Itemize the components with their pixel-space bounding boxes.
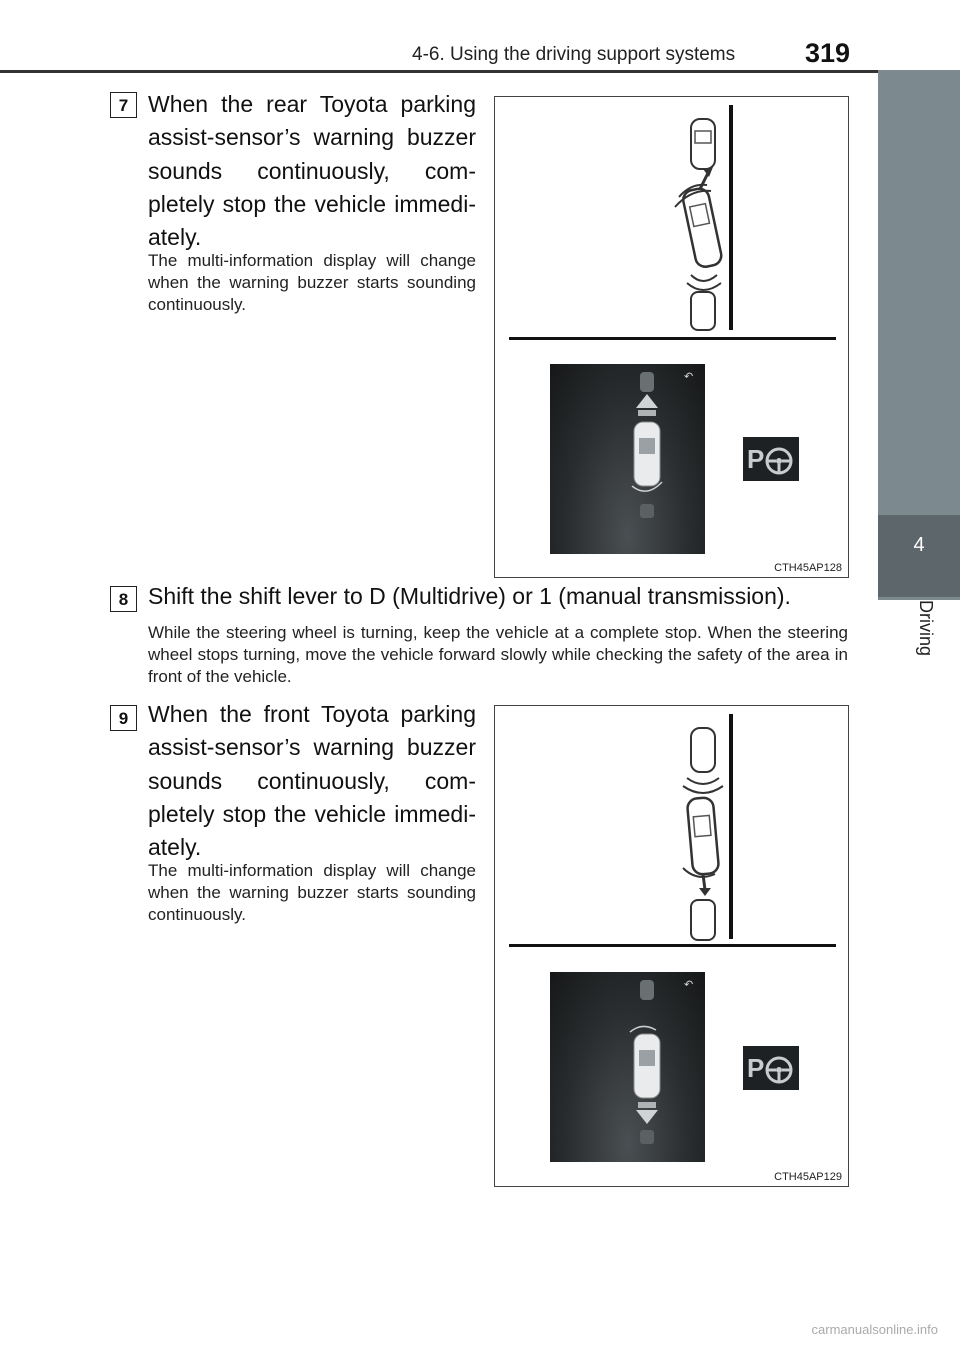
- figure-code: CTH45AP129: [774, 1171, 842, 1183]
- svg-text:P: P: [747, 444, 765, 474]
- page-number: 319: [805, 38, 851, 68]
- step-9-text: When the front Toyota parking assist-sensor’s warning buzzer sounds continuously, com-pletely stop the vehicle immedi-ately.: [148, 701, 476, 861]
- figure-divider: [509, 944, 836, 947]
- step-number-8: 8: [110, 586, 137, 612]
- step-8-note: While the steering wheel is turning, keep the vehicle at a complete stop. When the steering wheel stops turning, move the vehicle forward slowly while checking the safety of the area in front of the vehicle.: [148, 623, 848, 687]
- multi-info-display: [550, 972, 705, 1162]
- step-number-9: 9: [110, 705, 137, 731]
- display-car-graphic: [550, 972, 705, 1162]
- parking-diagram-rear: [495, 97, 847, 337]
- watermark: carmanualsonline.info: [811, 1322, 938, 1337]
- parking-diagram-front: [495, 706, 847, 946]
- svg-text:↶: ↶: [684, 370, 694, 383]
- display-car-graphic: [550, 364, 705, 554]
- figure-divider: [509, 337, 836, 340]
- svg-text:P: P: [747, 1053, 765, 1083]
- step-8-text: Shift the shift lever to D (Multidrive) or 1 (manual transmission).: [148, 583, 791, 609]
- figure-rear-sensor: [494, 96, 849, 578]
- section-title: 4-6. Using the driving support systems: [412, 44, 736, 65]
- step-number-7: 7: [110, 92, 137, 118]
- chapter-label: Driving: [916, 600, 936, 657]
- step-7-note: The multi-information display will change when the warning buzzer starts sounding continuously.: [148, 251, 476, 315]
- multi-info-display: [550, 364, 705, 554]
- figure-code: CTH45AP128: [774, 562, 842, 574]
- parking-steering-icon: [743, 1046, 799, 1090]
- step-9-note: The multi-information display will change when the warning buzzer starts sounding continuously.: [148, 861, 476, 925]
- parking-steering-icon: [743, 437, 799, 481]
- header-rule: [0, 70, 878, 73]
- figure-front-sensor: [494, 705, 849, 1187]
- step-7-text: When the rear Toyota parking assist-sensor’s warning buzzer sounds continuously, com-pletely stop the vehicle immedi-ately.: [148, 91, 476, 251]
- chapter-number: 4: [878, 515, 960, 597]
- svg-text:↶: ↶: [684, 978, 694, 991]
